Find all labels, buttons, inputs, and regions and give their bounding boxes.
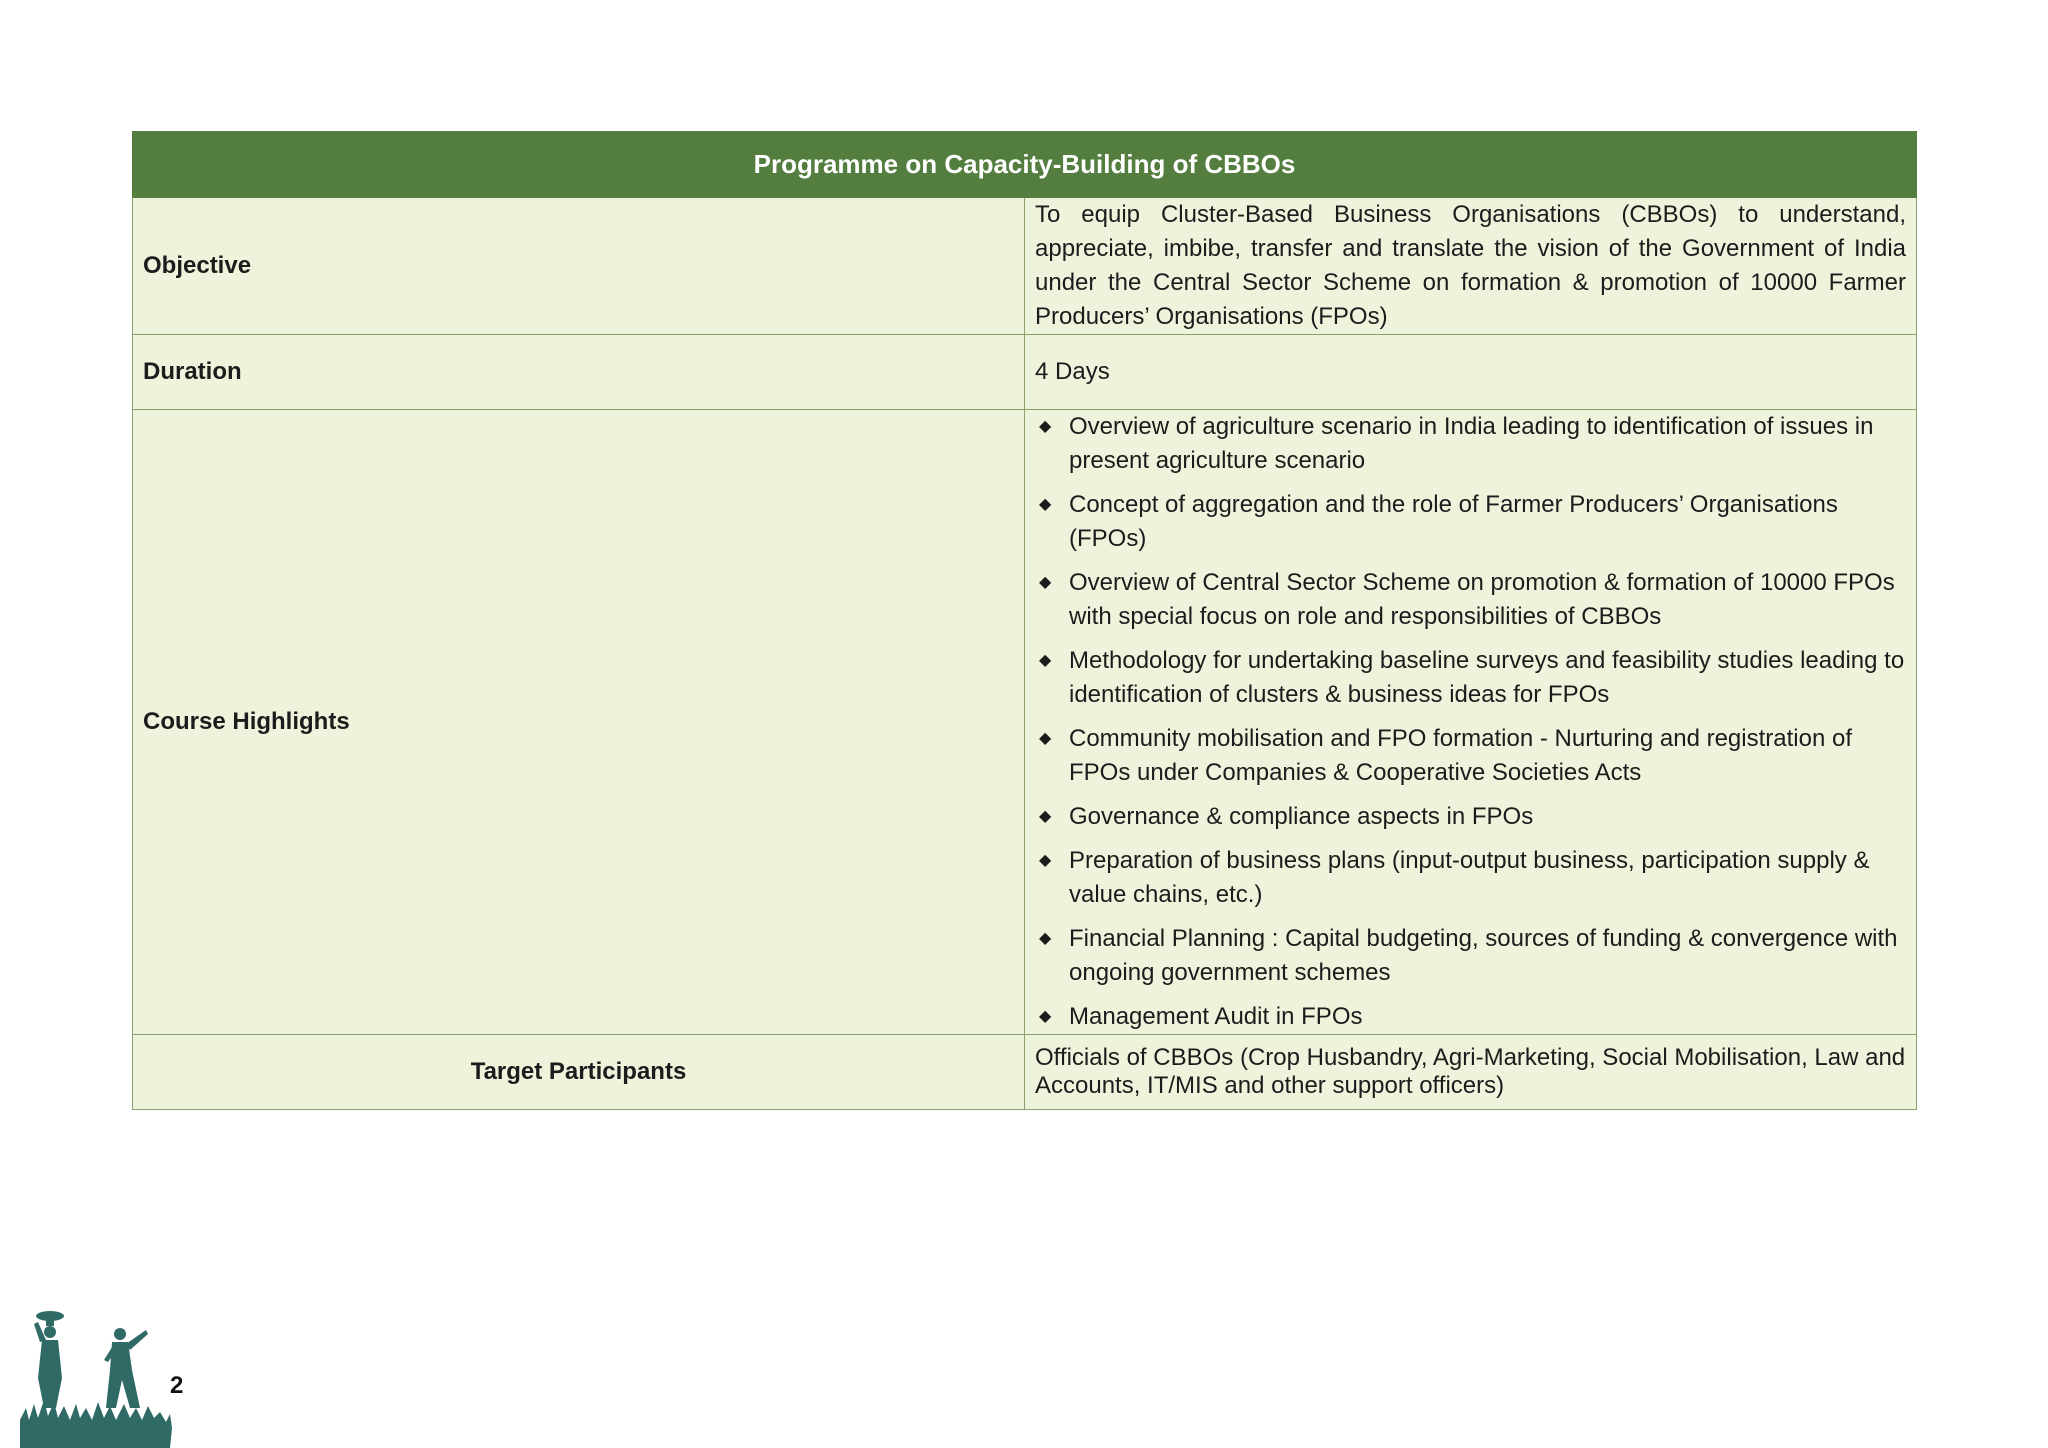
list-item-text: Preparation of business plans (input-output business, participation supply & value chains, etc.) (1069, 847, 1870, 908)
diamond-bullet-icon: ◆ (1039, 1008, 1052, 1025)
list-item-text: Methodology for undertaking baseline surveys and feasibility studies leading to identification of clusters & business ideas for FPOs (1069, 647, 1905, 708)
list-item-text: Governance & compliance aspects in FPOs (1069, 803, 1534, 830)
target-label: Target Participants (133, 1035, 1025, 1110)
diamond-bullet-icon: ◆ (1039, 652, 1052, 669)
list-item (1035, 922, 1906, 990)
diamond-bullet-icon: ◆ (1039, 496, 1052, 513)
diamond-bullet-icon: ◆ (1039, 930, 1052, 947)
list-item (1035, 410, 1906, 478)
list-item (1035, 844, 1906, 912)
highlights-label: Course Highlights (133, 410, 1025, 1035)
duration-label: Duration (133, 335, 1025, 410)
list-item-text: Concept of aggregation and the role of Farmer Producers’ Organisations (FPOs) (1069, 491, 1838, 552)
list-item-text: Management Audit in FPOs (1069, 1003, 1363, 1030)
diamond-bullet-icon: ◆ (1039, 574, 1052, 591)
highlights-value-cell (1025, 410, 1917, 1035)
list-item-text: Overview of Central Sector Scheme on promotion & formation of 10000 FPOs with special focus on role and responsibilities of CBBOs (1069, 569, 1895, 630)
list-item-text: Financial Planning : Capital budgeting, sources of funding & convergence with ongoing government schemes (1069, 925, 1898, 986)
table-title: Programme on Capacity-Building of CBBOs (133, 132, 1917, 198)
programme-table (132, 131, 1917, 1110)
diamond-bullet-icon: ◆ (1039, 418, 1052, 435)
list-item-text: Community mobilisation and FPO formation - Nurturing and registration of FPOs under Companies & Cooperative Societies Acts (1069, 725, 1852, 786)
objective-value-cell (1025, 198, 1917, 335)
list-item (1035, 800, 1906, 834)
list-item (1035, 644, 1906, 712)
objective-text: To equip Cluster-Based Business Organisations (CBBOs) to understand, appreciate, imbibe, transfer and translate the vision of the Government of India under the Central Sector Scheme on formation & promotion of 10000 Farmer Producers’ Organisations (FPOs) (1035, 201, 1906, 330)
list-item (1035, 1000, 1906, 1034)
diamond-bullet-icon: ◆ (1039, 852, 1052, 869)
objective-label: Objective (133, 198, 1025, 335)
list-item (1035, 566, 1906, 634)
table-row-duration (133, 335, 1917, 410)
list-item (1035, 722, 1906, 790)
diamond-bullet-icon: ◆ (1039, 808, 1052, 825)
table-row-objective (133, 198, 1917, 335)
highlights-list (1035, 410, 1906, 1034)
list-item (1035, 488, 1906, 556)
page-number: 2 (170, 1372, 184, 1399)
duration-value: 4 Days (1025, 335, 1917, 410)
table-row-highlights (133, 410, 1917, 1035)
table-row-target (133, 1035, 1917, 1110)
diamond-bullet-icon: ◆ (1039, 730, 1052, 747)
list-item-text: Overview of agriculture scenario in India leading to identification of issues in present agriculture scenario (1069, 413, 1874, 474)
target-value: Officials of CBBOs (Crop Husbandry, Agri-Marketing, Social Mobilisation, Law and Accounts, IT/MIS and other support officers) (1025, 1035, 1917, 1110)
